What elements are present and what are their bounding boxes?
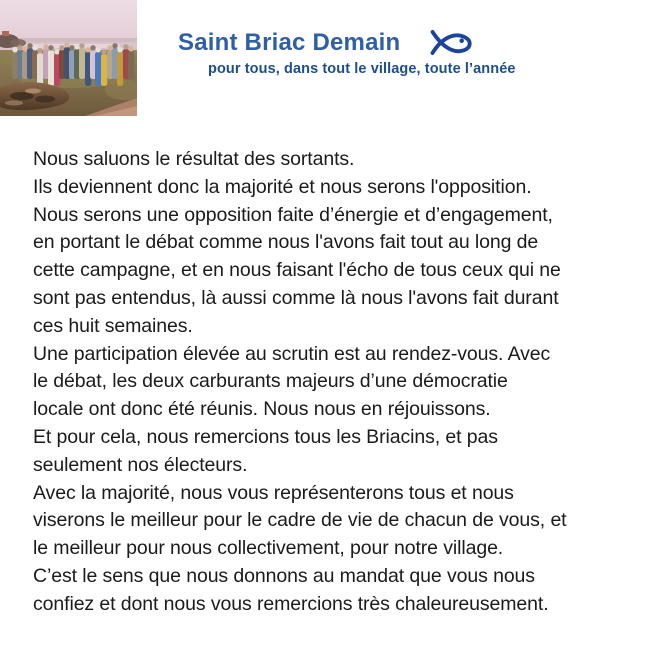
body-line: Une participation élevée au scrutin est au rendez-vous. Avec xyxy=(33,342,551,365)
body-line: Avec la majorité, nous vous représenterons tous et nous xyxy=(33,481,514,504)
body-line: seulement nos électeurs. xyxy=(33,453,248,476)
body-line: C’est le sens que nous donnons au mandat que vous nous xyxy=(33,564,535,587)
body-line: le débat, les deux carburants majeurs d’une démocratie xyxy=(33,370,508,393)
body-line: ces huit semaines. xyxy=(33,314,193,337)
body-line: Nous saluons le résultat des sortants. xyxy=(33,148,355,170)
body-line: confiez et dont nous vous remercions très chaleureusement. xyxy=(33,592,549,615)
ichthys-fish-icon xyxy=(429,28,474,57)
body-line: locale ont donc été réunis. Nous nous en réjouissons. xyxy=(33,398,491,421)
page-title: Saint Briac Demain xyxy=(178,29,401,56)
body-line: sont pas entendus, là aussi comme là nous l'avons fait durant xyxy=(33,286,559,309)
body-line: le meilleur pour nous collectivement, pour notre village. xyxy=(33,537,504,560)
group-photo xyxy=(0,0,137,116)
body-line: Nous serons une opposition faite d’énergie et d’engagement, xyxy=(33,203,553,226)
body-line: viserons le meilleur pour le cadre de vie de chacun de vous, et xyxy=(33,509,567,532)
body-line: cette campagne, et en nous faisant l'écho de tous ceux qui ne xyxy=(33,259,561,282)
body-line: Et pour cela, nous remercions tous les Briacins, et pas xyxy=(33,425,498,448)
body-line: Ils deviennent donc la majorité et nous serons l'opposition. xyxy=(33,175,532,198)
statement-text xyxy=(33,146,641,619)
page-subtitle: pour tous, dans tout le village, toute l’année xyxy=(208,61,516,77)
body-line: en portant le débat comme nous l'avons fait tout au long de xyxy=(33,231,539,254)
